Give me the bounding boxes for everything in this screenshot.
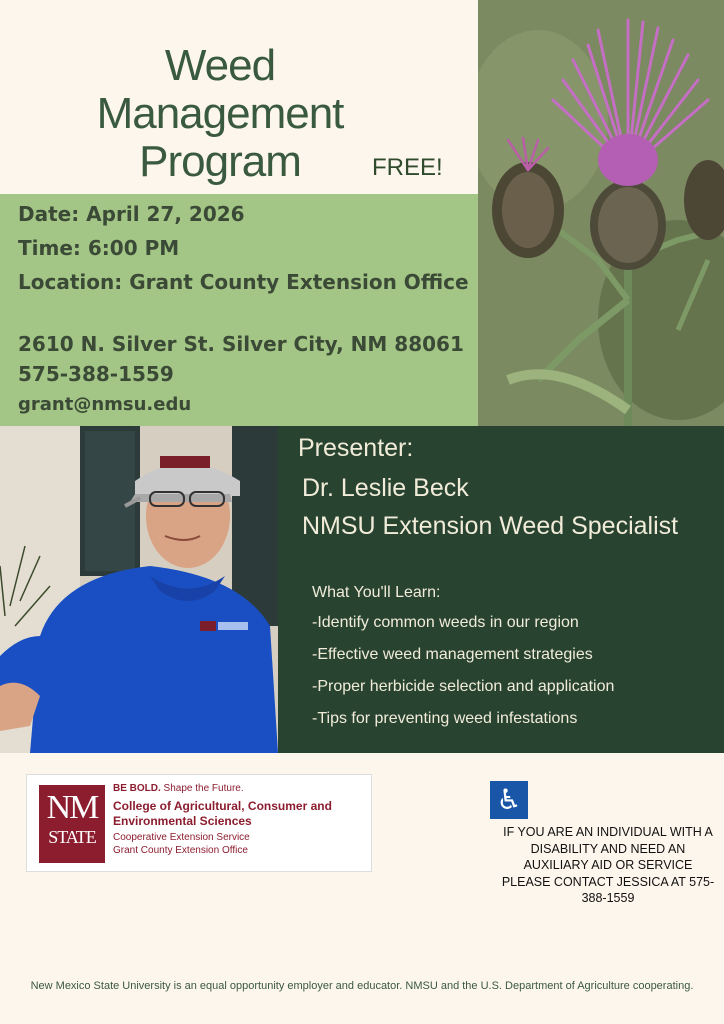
title-block xyxy=(0,0,478,194)
event-address: 2610 N. Silver St. Silver City, NM 88061 xyxy=(18,332,464,356)
presenter-label: Presenter: xyxy=(298,434,414,462)
event-email[interactable]: grant@nmsu.edu xyxy=(18,394,192,415)
title-line-2: Management xyxy=(96,89,344,138)
nmsu-logo xyxy=(26,774,372,872)
thistle-illustration xyxy=(478,0,724,426)
learn-item: -Effective weed management strategies xyxy=(312,646,593,663)
event-info-block xyxy=(0,194,478,426)
title-line-1: Weed xyxy=(164,41,276,90)
logo-office: Grant County Extension Office xyxy=(113,845,248,856)
event-phone[interactable]: 575-388-1559 xyxy=(18,362,174,386)
title-line-3: Program xyxy=(139,137,301,186)
logo-college: College of Agricultural, Consumer and Environmental Sciences xyxy=(113,799,332,828)
presenter-block xyxy=(278,426,724,753)
event-date: Date: April 27, 2026 xyxy=(18,202,245,226)
presenter-illustration xyxy=(0,426,278,753)
presenter-photo xyxy=(0,426,278,753)
logo-service: Cooperative Extension Service xyxy=(113,832,250,843)
learn-item: -Identify common weeds in our region xyxy=(312,614,579,631)
equal-opportunity-footer: New Mexico State University is an equal opportunity employer and educator. NMSU and the U.S. Department of Agriculture cooperating. xyxy=(30,980,694,992)
logo-tagline: BE BOLD. Shape the Future. xyxy=(113,783,244,794)
learn-item: -Proper herbicide selection and application xyxy=(312,678,615,695)
thistle-photo xyxy=(478,0,724,426)
wheelchair-icon: ♿ xyxy=(490,781,528,819)
event-location: Location: Grant County Extension Office xyxy=(18,270,469,294)
learn-item: -Tips for preventing weed infestations xyxy=(312,710,578,727)
learn-title: What You'll Learn: xyxy=(312,584,441,601)
presenter-role: NMSU Extension Weed Specialist xyxy=(302,512,679,540)
nm-state-mark: NM STATE xyxy=(39,785,105,863)
event-time: Time: 6:00 PM xyxy=(18,236,180,260)
presenter-name: Dr. Leslie Beck xyxy=(302,474,469,502)
free-label: FREE! xyxy=(372,154,443,181)
accessibility-notice: IF YOU ARE AN INDIVIDUAL WITH A DISABILITY AND NEED AN AUXILIARY AID OR SERVICE PLEASE CONTACT JESSICA AT 575-388-1559 xyxy=(501,825,715,905)
page-title xyxy=(40,42,400,186)
